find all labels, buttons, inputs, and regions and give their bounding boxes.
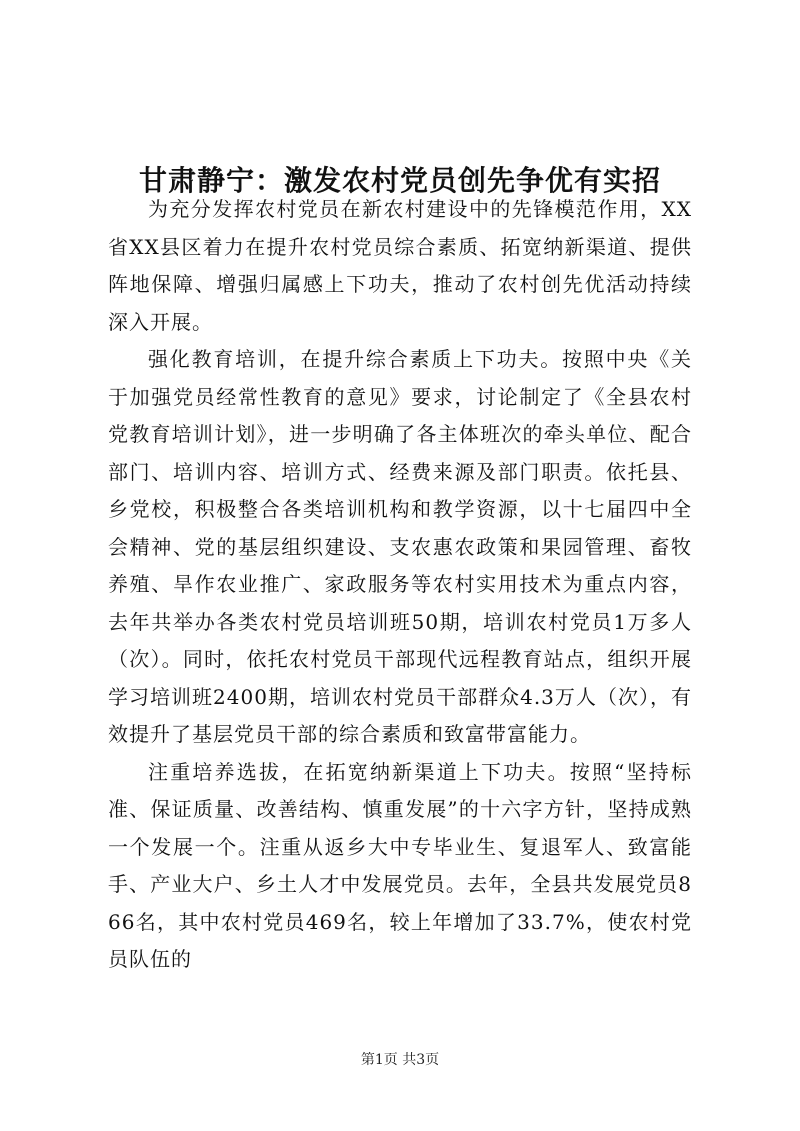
paragraph-intro: 为充分发挥农村党员在新农村建设中的先锋模范作用，XX省XX县区着力在提升农村党员综合素质、拓宽纳新渠道、提供阵地保障、增强归属感上下功夫，推动了农村创先优活动持续深入开展。	[108, 197, 692, 334]
paragraph-cultivation-selection: 注重培养选拔，在拓宽纳新渠道上下功夫。按照“坚持标准、保证质量、改善结构、慎重发展”的十六字方针，坚持成熟一个发展一个。注重从返乡大中专毕业生、复退军人、致富能手、产业大户、乡土人才中发展党员。去年，全县共发展党员866名，其中农村党员469名，较上年增加了33.7%，使农村党员队伍的	[108, 759, 692, 971]
paragraph-education-training: 强化教育培训，在提升综合素质上下功夫。按照中央《关于加强党员经常性教育的意见》要求，讨论制定了《全县农村党教育培训计划》，进一步明确了各主体班次的牵头单位、配合部门、培训内容、培训方式、经费来源及部门职责。依托县、乡党校，积极整合各类培训机构和教学资源，以十七届四中全会精神、党的基层组织建设、支农惠农政策和果园管理、畜牧养殖、旱作农业推广、家政服务等农村实用技术为重点内容，去年共举办各类农村党员培训班50期，培训农村党员1万多人（次）。同时，依托农村党员干部现代远程教育站点，组织开展学习培训班2400期，培训农村党员干部群众4.3万人（次），有效提升了基层党员干部的综合素质和致富带富能力。	[108, 347, 692, 746]
page-footer: 第1页 共3页	[360, 1052, 440, 1068]
document-body	[108, 191, 692, 979]
page-title: 甘肃静宁：激发农村党员创先争优有实招	[138, 163, 661, 197]
